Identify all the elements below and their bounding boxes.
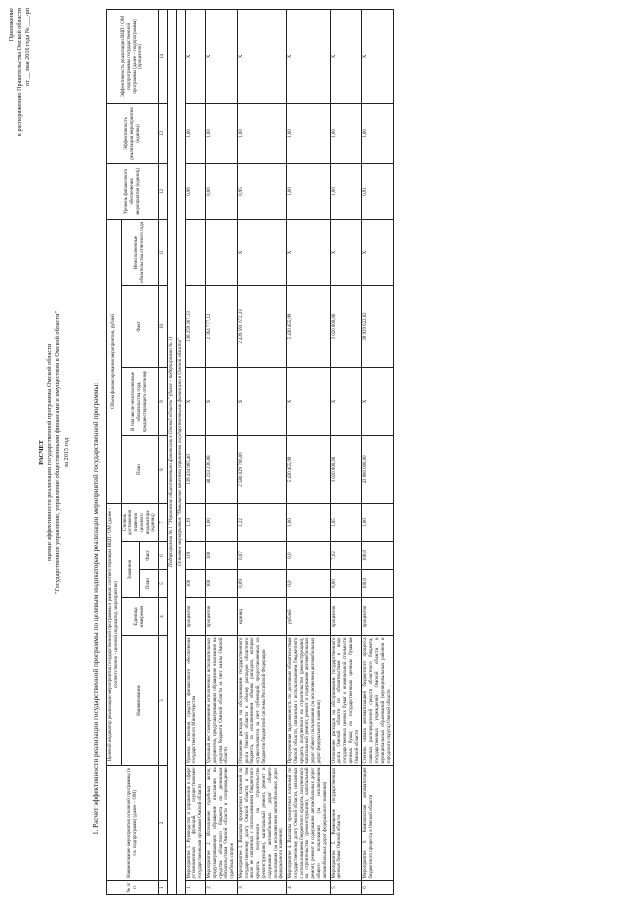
col-index: 7 xyxy=(159,503,168,541)
plan-value: 0,09 xyxy=(237,570,286,598)
col-index: 4 xyxy=(159,598,168,636)
col-efficiency-header: Эффективность реализации мероприятия (единиц) xyxy=(107,103,159,163)
indicator-name: Отношение расходов на обслуживание государственного долга Омской области по обязательствам в виде государственных ценных бумаг к номинальной стоимости ценных бумаг, по государственным ценным бумагам Омской области xyxy=(330,636,362,766)
efficiency-table xyxy=(106,9,394,895)
document-titles xyxy=(38,0,71,905)
subprogram-title: Подпрограмма № 1 "Управление общественными финансами в Омской области" (далее – подпрограмма № 1) xyxy=(168,9,177,894)
main-activity-row xyxy=(176,9,185,894)
order-line: к распоряжению Правительства Омской области xyxy=(15,8,23,137)
subprogram-efficiency: X xyxy=(185,9,205,103)
col-index: 1 xyxy=(159,881,168,895)
finance-plan: 3 020 000,00 xyxy=(330,435,362,503)
col-index: 6 xyxy=(159,542,168,570)
col-index: 9 xyxy=(159,367,168,435)
finance-plan: 2 580 029 766,06 xyxy=(237,435,286,503)
activity-efficiency: 1,00 xyxy=(205,103,237,163)
col-plan-header: План xyxy=(140,570,159,598)
col-fin-plan-header: План xyxy=(121,435,159,503)
finance-plan: 139 434 965,40 xyxy=(185,435,205,503)
unit: процентов xyxy=(185,598,205,636)
col-finance-header: Объем финансирования мероприятия, рублей xyxy=(107,219,122,503)
subprogram-efficiency: X xyxy=(287,9,330,103)
col-index: 13 xyxy=(159,103,168,163)
fact-value: 100,0 xyxy=(362,542,394,570)
activity-efficiency: 1,00 xyxy=(287,103,330,163)
date-line: от __ мая 2016 года № ___-рп xyxy=(23,8,31,86)
finance-unfulfilled xyxy=(185,219,205,285)
col-index: 10 xyxy=(159,285,168,367)
row-number: 1 xyxy=(185,881,205,895)
appendix-label: Приложение xyxy=(8,8,15,42)
unit: процентов xyxy=(205,598,237,636)
indicator-name: Уровень освоения средств финансового обеспечения государственного Министерства xyxy=(185,636,205,766)
activity-name: Мероприятие 3. Выплаты процентных платежей по государственному долгу Омской области, в том числе не связанных с использованием бюджетного кредита, полученного на строительство (реконструкцию), капитальный ремонт, ремонт и содержание автомобильных дорог общего пользования (за исключением автомобильных дорог федерального значения) xyxy=(237,766,286,881)
finance-prior-obligations: X xyxy=(362,367,394,435)
finance-fact: 2 439 591 672,33 xyxy=(237,285,286,367)
plan-value: 0,0 xyxy=(287,570,330,598)
activity-efficiency: 1,00 xyxy=(330,103,362,163)
subprogram-row xyxy=(168,9,177,894)
finance-unfulfilled: X xyxy=(362,219,394,285)
col-name-header: Наименование мероприятия основной программы (в т.ч. подпрограмм) (далее – ОМ) xyxy=(107,766,159,881)
finance-unfulfilled xyxy=(205,219,237,285)
table-row xyxy=(185,9,205,894)
title-line-2: "Государственное управление, управление общественными финансами и имуществом в Омской области" xyxy=(54,310,62,595)
finance-level: 0,06 xyxy=(205,163,237,219)
fact-value: 119 xyxy=(185,542,205,570)
col-unit-header: Единица измерения xyxy=(121,598,159,636)
finance-plan: 5 430 455,99 xyxy=(287,435,330,503)
unit: процентов xyxy=(330,598,362,636)
subprogram-efficiency: X xyxy=(205,9,237,103)
achievement-degree: 1,19 xyxy=(185,503,205,541)
col-index: 3 xyxy=(159,636,168,766)
finance-prior-obligations: X xyxy=(205,367,237,435)
col-values-header: Значения xyxy=(121,542,140,598)
indicator-name: Степень охвата автоматизацией бюджетного процесса главных распорядителей средств областного бюджета, государственных учреждений Омской области и муниципальных образований (муниципальных районов и городского округа) Омской области xyxy=(362,636,394,766)
finance-fact: 2 364 777,12 xyxy=(205,285,237,367)
row-number: 3 xyxy=(237,881,286,895)
plan-value: 100,0 xyxy=(362,570,394,598)
fact-value: 100 xyxy=(205,542,237,570)
title-line-3: за 2015 год xyxy=(62,437,70,468)
col-fin-fact-header: Факт xyxy=(121,285,159,367)
activity-name: Мероприятие 6. Комплексная автоматизация бюджетного процесса в Омской области xyxy=(362,766,394,881)
subprogram-efficiency: X xyxy=(237,9,286,103)
col-fin-incl-header: В том числе неисполненные обязательства года, предшествующего отчетному xyxy=(121,367,159,435)
indicator-name: Удельный вес своевременно исполненных исполнительных документов, предусматривающих обращение взыскания на средства бюджета Омской области за счет казны Омской области xyxy=(205,636,237,766)
row-number: 6 xyxy=(362,881,394,895)
activity-name: Мероприятие 1. Руководство и управление в сфере установленных функций, осуществляемое государственными органами Омской области xyxy=(185,766,205,881)
finance-level: 1,00 xyxy=(287,163,330,219)
col-index: 12 xyxy=(159,163,168,219)
subprogram-efficiency: X xyxy=(330,9,362,103)
row-number: 2 xyxy=(205,881,237,895)
appendix-header xyxy=(8,8,31,136)
activity-name: Мероприятие 2. Исполнение судебных актов, предусматривающих обращение взыскания на средства областного бюджета по денежным обязательствам Омской области и сопровождение судебных споров xyxy=(205,766,237,881)
finance-plan: 43 800 000,00 xyxy=(362,435,394,503)
table-row xyxy=(362,9,394,894)
finance-fact: 39 929 622,82 xyxy=(362,285,394,367)
finance-fact: 3 020 000,00 xyxy=(330,285,362,367)
column-index-row xyxy=(159,9,168,894)
col-index: 8 xyxy=(159,435,168,503)
header-row-1 xyxy=(107,9,122,894)
finance-unfulfilled: X xyxy=(287,219,330,285)
col-index: 11 xyxy=(159,219,168,285)
col-index: 14 xyxy=(159,9,168,103)
col-indicator-group-header: Целевой индикатор реализации мероприятия государственной программы в рамках соответствующих ВЦП / ОМ (далее - соответственно - целевой индикатор, мероприятие) xyxy=(107,503,122,765)
table-row xyxy=(205,9,237,894)
fact-value: 7,62 xyxy=(330,542,362,570)
finance-unfulfilled: X xyxy=(330,219,362,285)
col-level-header: Уровень финансового обеспечения мероприятия (единиц) xyxy=(107,163,159,219)
activity-efficiency: 1,00 xyxy=(362,103,394,163)
achievement-degree: 1,22 xyxy=(237,503,286,541)
finance-unfulfilled: X xyxy=(237,219,286,285)
finance-fact: 5 430 455,99 xyxy=(287,285,330,367)
indicator-name: Просроченная задолженность по долговым обязательствам Омской области, связанным с использованием бюджетного кредита, полученного на строительство (реконструкцию), капитальный ремонт, ремонт и содержание автомобильных дорог общего пользования (за исключением автомобильных дорог федерального значения) xyxy=(287,636,330,766)
unit: процентов xyxy=(362,598,394,636)
col-ind-name-header: Наименование xyxy=(121,636,159,766)
title-line-1: оценки эффективности реализации государственной программы Омской области xyxy=(46,343,54,562)
unit: единиц xyxy=(237,598,286,636)
plan-value: 8,00 xyxy=(330,570,362,598)
finance-level: 0,96 xyxy=(185,163,205,219)
activity-efficiency: 1,00 xyxy=(185,103,205,163)
section-title: 1. Расчет эффективности реализации государственной программы по целевым индикаторам реализации мероприятий государственной программы: xyxy=(92,382,100,835)
activity-name: Мероприятие 4. Выплаты процентных платежей по государственному долгу Омской области, связанных с использованием бюджетного кредита, полученного на строительство (реконструкцию), капитальный ремонт, ремонт и содержание автомобильных дорог общего пользования (за исключением автомобильных дорог федерального значения) xyxy=(287,766,330,881)
fact-value: 0,0 xyxy=(287,542,330,570)
finance-level: 1,00 xyxy=(330,163,362,219)
col-eff-vcp-header: Эффективность реализации ВЦП / ОМ подпрограммы государственной программы (далее – подпрограмма) (процентов) xyxy=(107,9,159,103)
finance-level: 0,91 xyxy=(362,163,394,219)
table-row xyxy=(330,9,362,894)
table-row xyxy=(237,9,286,894)
col-no-header: № п/п xyxy=(107,881,159,895)
achievement-degree: 1,00 xyxy=(287,503,330,541)
document-name: РАСЧЕТ xyxy=(38,440,45,465)
finance-prior-obligations: X xyxy=(237,367,286,435)
achievement-degree: 1,05 xyxy=(330,503,362,541)
finance-prior-obligations: X xyxy=(330,367,362,435)
row-number: 5 xyxy=(330,881,362,895)
col-index: 2 xyxy=(159,766,168,881)
row-number: 4 xyxy=(287,881,330,895)
achievement-degree: 1,00 xyxy=(362,503,394,541)
achievement-degree: 1,00 xyxy=(205,503,237,541)
finance-prior-obligations: X xyxy=(287,367,330,435)
plan-value: 100 xyxy=(205,570,237,598)
fact-value: 0,07 xyxy=(237,542,286,570)
col-index: 5 xyxy=(159,570,168,598)
finance-prior-obligations: X xyxy=(185,367,205,435)
plan-value: 100 xyxy=(185,570,205,598)
finance-level: 0,95 xyxy=(237,163,286,219)
finance-fact: 138 259 367,13 xyxy=(185,285,205,367)
indicator-name: Отношение расходов на обслуживание государственного долга Омской области к объему расходов областного бюджета, за исключением объема расходов, которые осуществляются за счет субвенций, предоставляемых из бюджетов бюджетной системы Российской Федерации xyxy=(237,636,286,766)
col-degree-header: Степень достижения значения целевого индикатора (единиц) xyxy=(121,503,159,541)
col-fin-unfulfilled-header: Неисполненные обязательства отчетного года xyxy=(121,219,159,285)
subprogram-efficiency: X xyxy=(362,9,394,103)
activity-efficiency: 1,00 xyxy=(237,103,286,163)
main-activity-title: Основное мероприятие "Повышение качества управления государственными финансами в Омской области" xyxy=(176,9,185,894)
table-row xyxy=(287,9,330,894)
finance-plan: 40 233 236,08 xyxy=(205,435,237,503)
activity-name: Мероприятие 5. Размещение государственных ценных бумаг Омской области xyxy=(330,766,362,881)
col-fact-header: Факт xyxy=(140,542,159,570)
unit: рублей xyxy=(287,598,330,636)
